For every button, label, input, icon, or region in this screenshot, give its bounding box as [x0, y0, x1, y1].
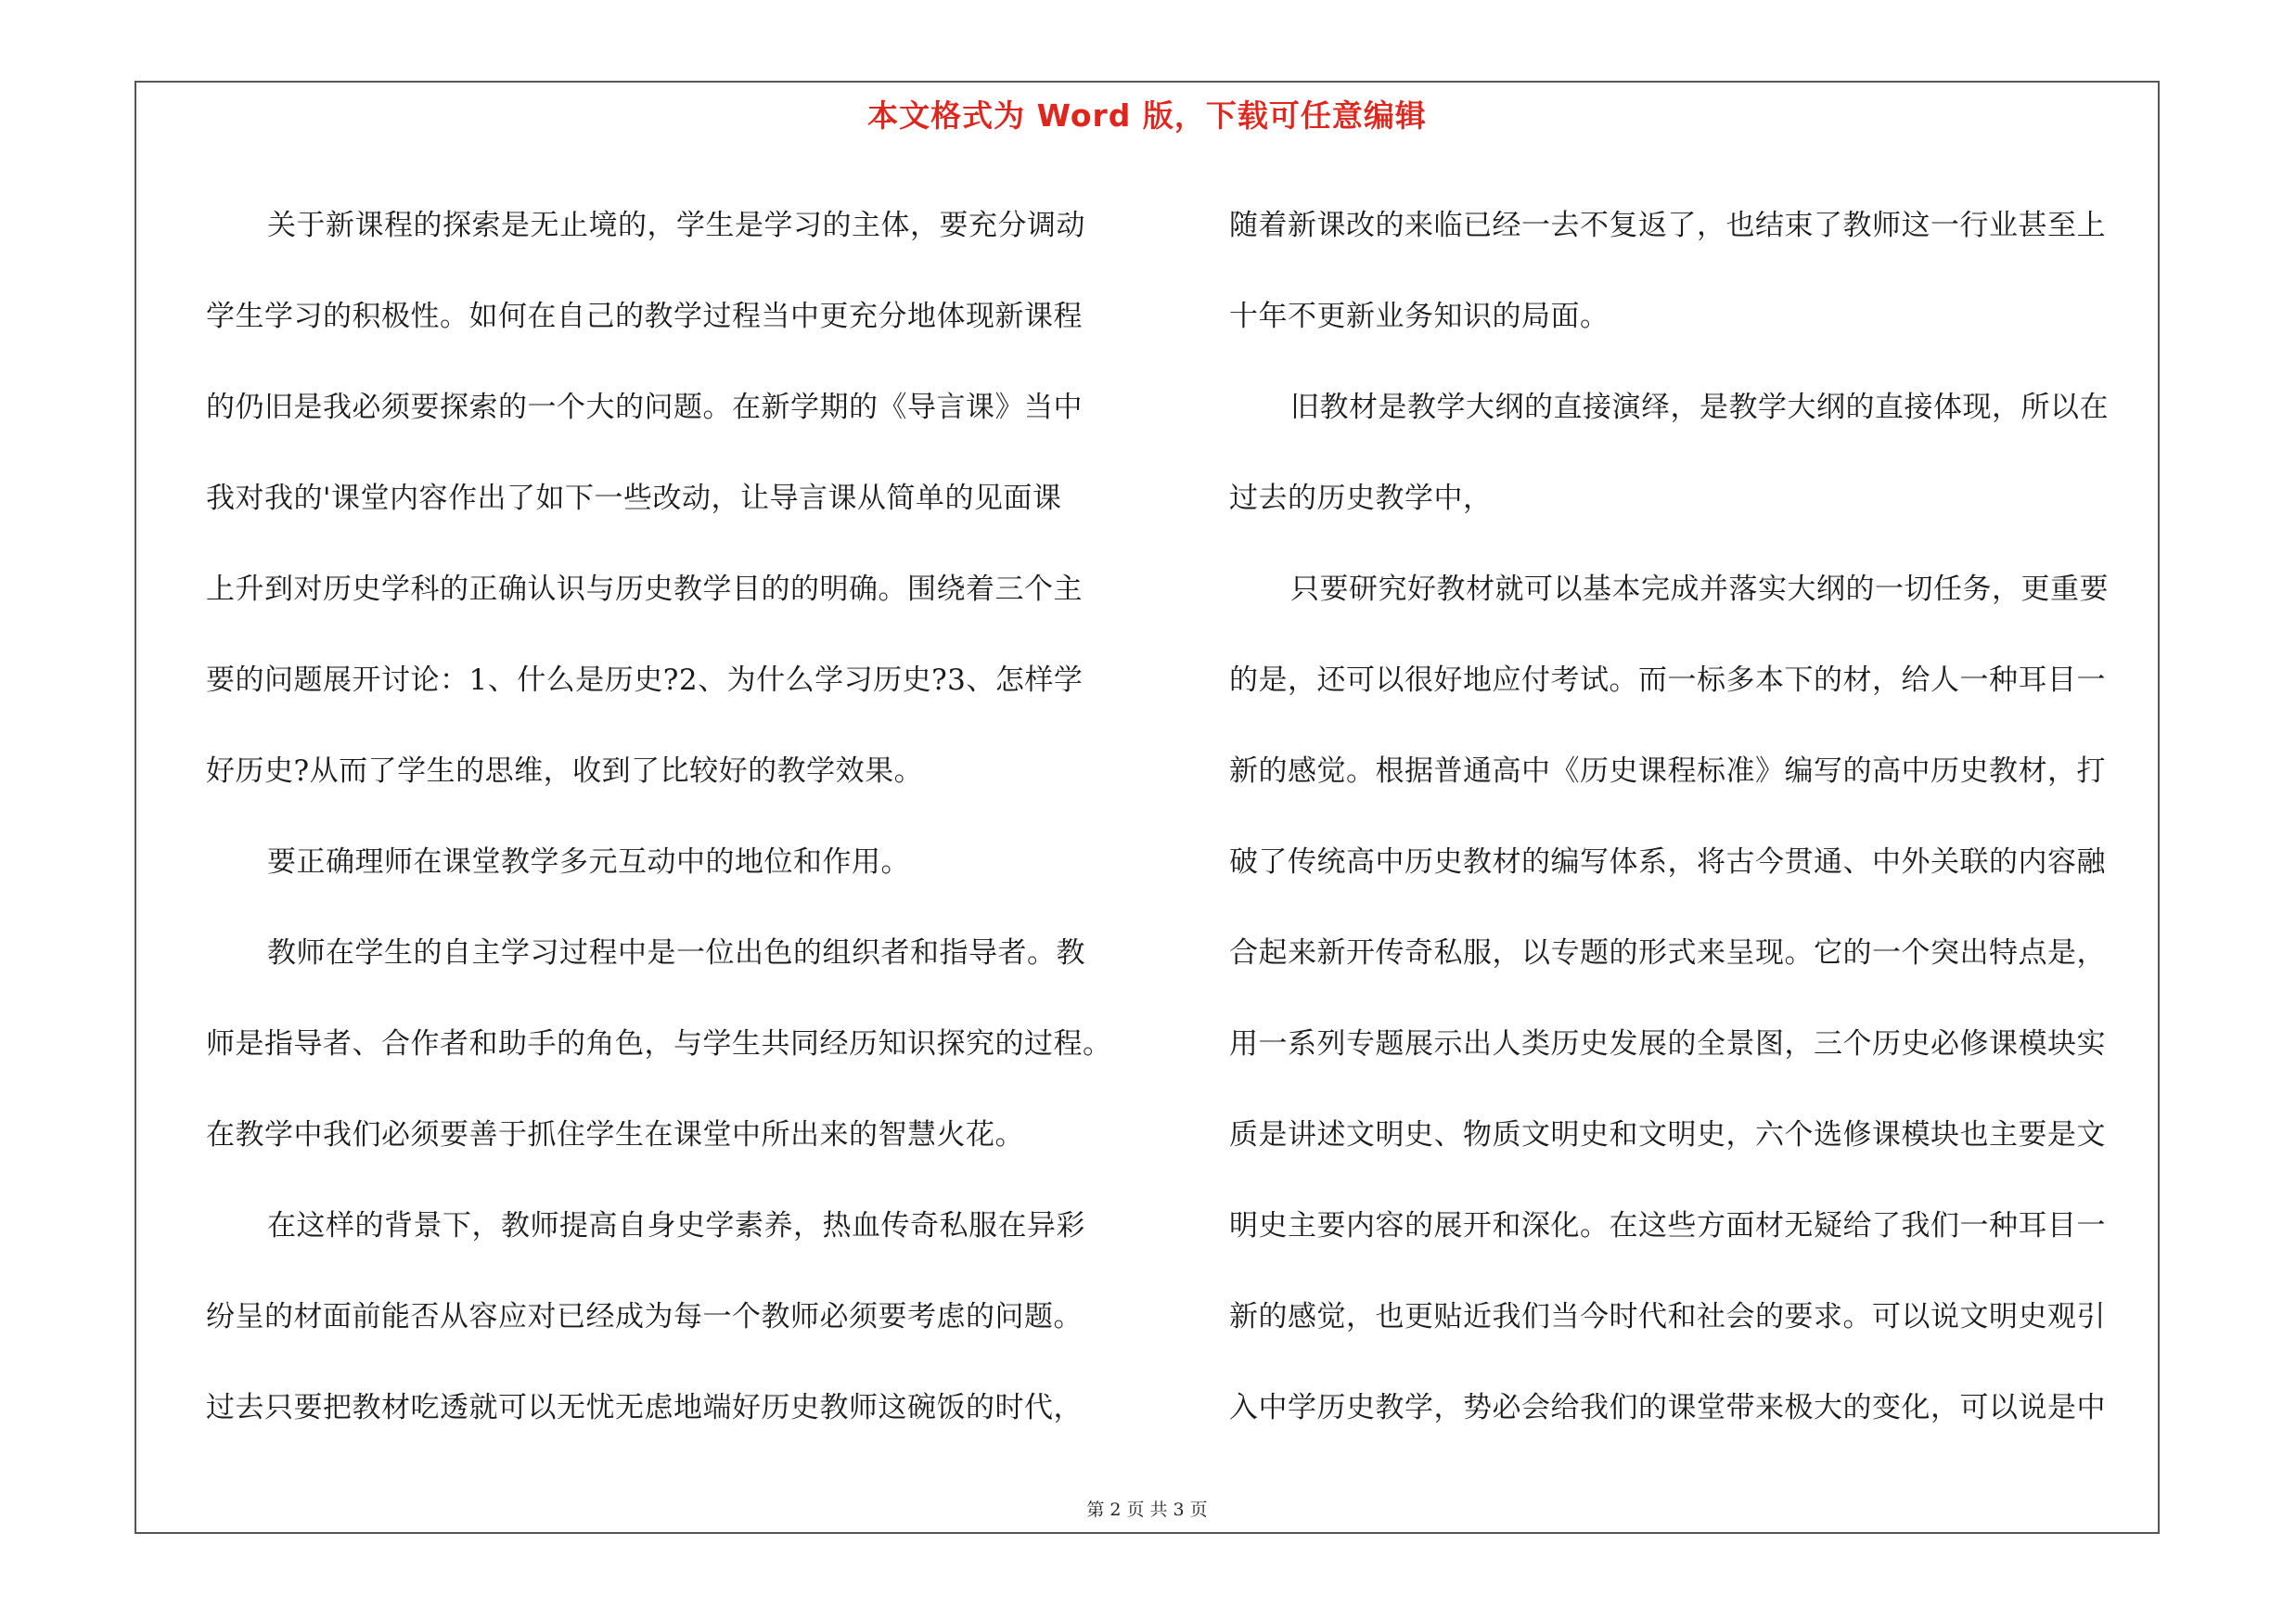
paragraph-line: 过去只要把教材吃透就可以无忧无虑地端好历史教师这碗饭的时代，: [206, 1391, 1083, 1424]
paragraph-line: 明史主要内容的展开和深化。在这些方面材无疑给了我们一种耳目一: [1229, 1209, 2106, 1243]
paragraph-line: 我对我的'课堂内容作出了如下一些改动，让导言课从简单的见面课: [206, 482, 1062, 515]
header-banner: 本文格式为 Word 版，下载可任意编辑: [867, 97, 1427, 134]
paragraph-line: 合起来新开传奇私服，以专题的形式来呈现。它的一个突出特点是，: [1229, 936, 2106, 970]
paragraph-line: 在这样的背景下，教师提高自身史学素养，热血传奇私服在异彩: [267, 1209, 1085, 1243]
left-column: [206, 180, 1134, 1453]
paragraph-line: 师是指导者、合作者和助手的角色，与学生共同经历知识探究的过程。: [206, 1027, 1112, 1061]
page-frame: [135, 81, 2160, 1534]
page-number: 第 2 页 共 3 页: [1086, 1500, 1208, 1520]
paragraph-line: 关于新课程的探索是无止境的，学生是学习的主体，要充分调动: [267, 209, 1085, 242]
paragraph-line: 入中学历史教学，势必会给我们的课堂带来极大的变化，可以说是中: [1229, 1391, 2106, 1424]
paragraph-line: 十年不更新业务知识的局面。: [1229, 300, 1610, 333]
paragraph-line: 的仍旧是我必须要探索的一个大的问题。在新学期的《导言课》当中: [206, 391, 1083, 424]
paragraph-line: 破了传统高中历史教材的编写体系，将古今贯通、中外关联的内容融: [1229, 845, 2106, 879]
paragraph-line: 过去的历史教学中，: [1229, 482, 1493, 515]
paragraph-line: 质是讲述文明史、物质文明史和文明史，六个选修课模块也主要是文: [1229, 1118, 2106, 1152]
paragraph-line: 只要研究好教材就可以基本完成并落实大纲的一切任务，更重要: [1290, 573, 2109, 606]
paragraph-line: 随着新课改的来临已经一去不复返了，也结束了教师这一行业甚至上: [1229, 209, 2106, 242]
paragraph-line: 的是，还可以很好地应付考试。而一标多本下的材，给人一种耳目一: [1229, 663, 2106, 697]
paragraph-line: 学生学习的积极性。如何在自己的教学过程当中更充分地体现新课程: [206, 300, 1083, 333]
paragraph-line: 好历史?从而了学生的思维，收到了比较好的教学效果。: [206, 754, 924, 788]
paragraph-line: 上升到对历史学科的正确认识与历史教学目的的明确。围绕着三个主: [206, 573, 1083, 606]
paragraph-line: 纷呈的材面前能否从容应对已经成为每一个教师必须要考虑的问题。: [206, 1300, 1083, 1333]
paragraph-line: 在教学中我们必须要善于抓住学生在课堂中所出来的智慧火花。: [206, 1118, 1024, 1152]
paragraph-line: 用一系列专题展示出人类历史发展的全景图，三个历史必修课模块实: [1229, 1027, 2106, 1061]
paragraph-line: 教师在学生的自主学习过程中是一位出色的组织者和指导者。教: [267, 936, 1085, 970]
paragraph-line: 新的感觉。根据普通高中《历史课程标准》编写的高中历史教材，打: [1229, 754, 2106, 788]
paragraph-line: 要的问题展开讨论：1、什么是历史?2、为什么学习历史?3、怎样学: [206, 663, 1084, 697]
paragraph-line: 旧教材是教学大纲的直接演绎，是教学大纲的直接体现，所以在: [1290, 391, 2109, 424]
right-column: [1229, 180, 2166, 1453]
paragraph-line: 新的感觉，也更贴近我们当今时代和社会的要求。可以说文明史观引: [1229, 1300, 2106, 1333]
paragraph-line: 要正确理师在课堂教学多元互动中的地位和作用。: [267, 845, 910, 879]
